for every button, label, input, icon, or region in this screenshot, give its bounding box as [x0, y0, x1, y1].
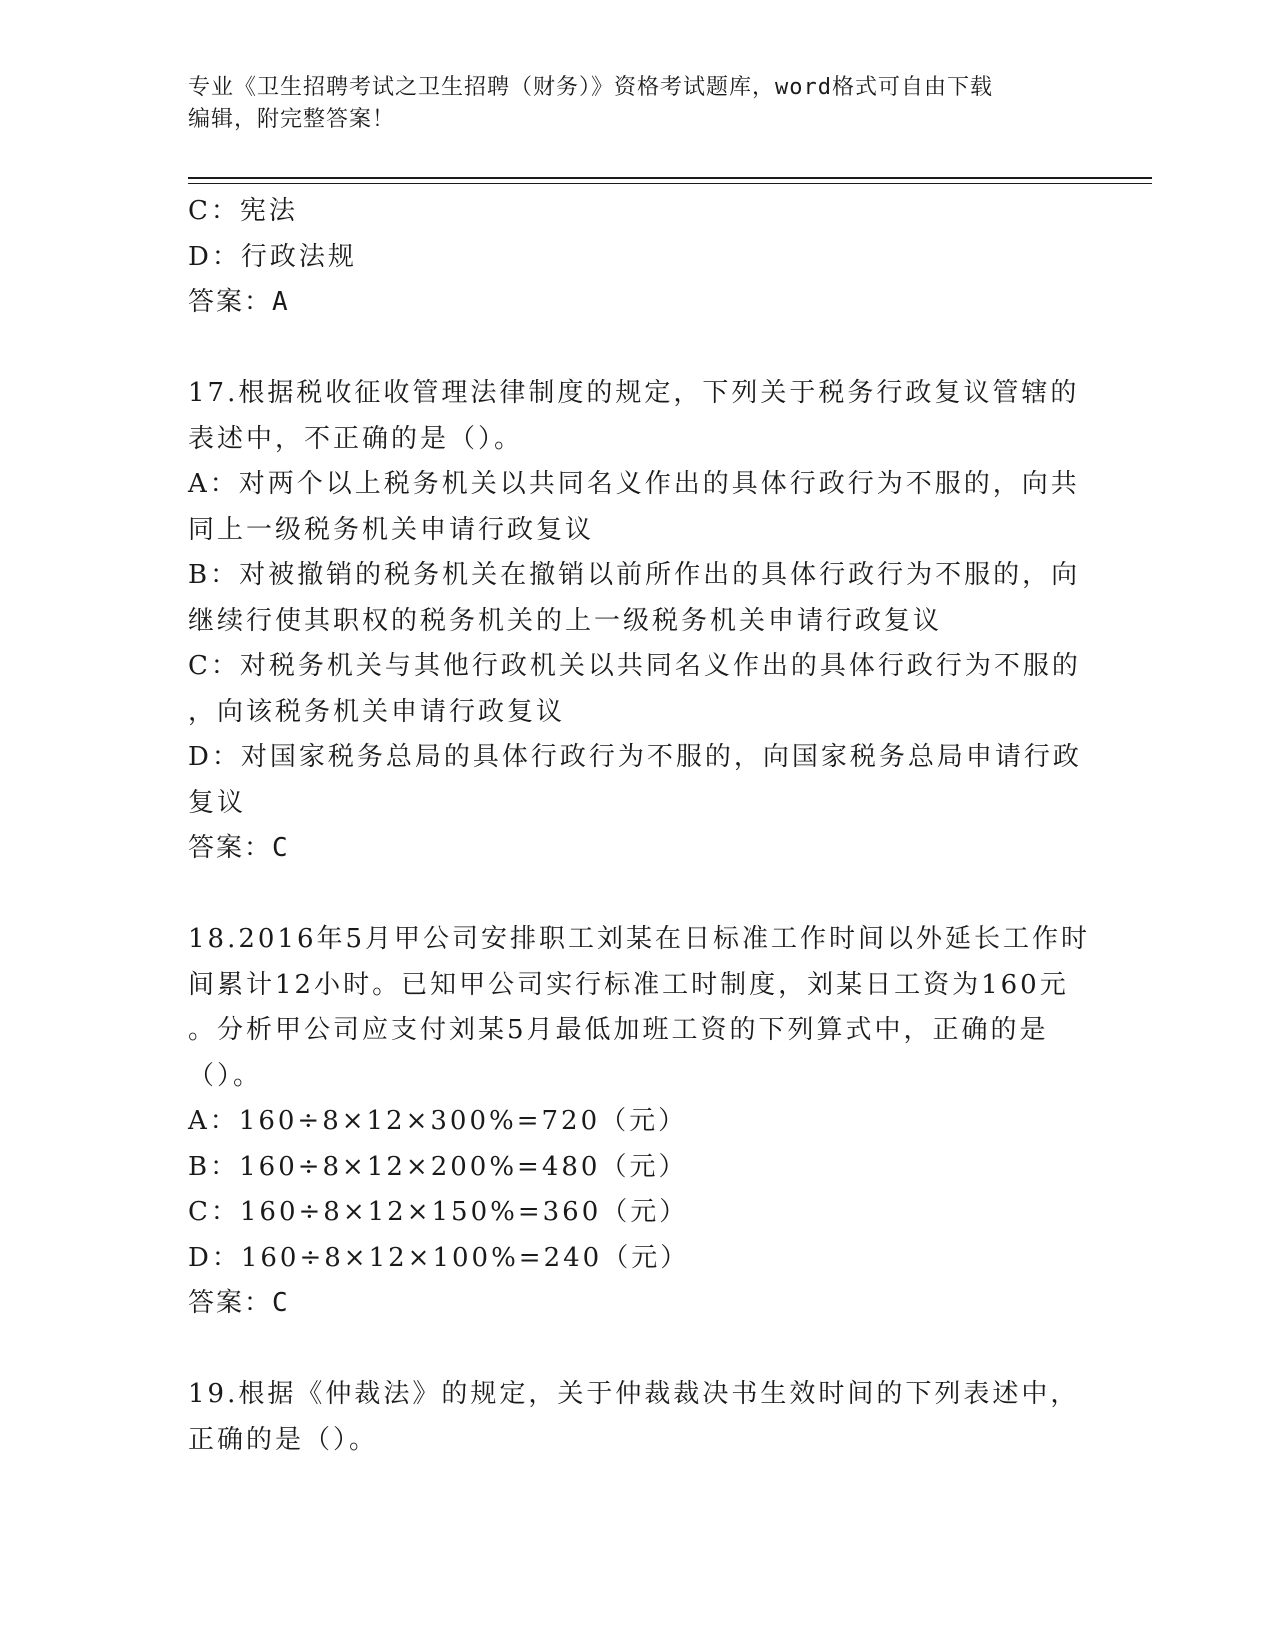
q17-option-a-line-1: A：对两个以上税务机关以共同名义作出的具体行政行为不服的，向共 — [188, 469, 1080, 499]
question-17 — [188, 371, 1088, 872]
q18-option-a: A：160÷8×12×300%=720（元） — [188, 1106, 688, 1136]
question-18 — [188, 917, 1091, 1327]
question-content — [188, 189, 1091, 1463]
q17-option-a-line-2: 同上一级税务机关申请行政复议 — [188, 514, 595, 545]
header-line-2: 编辑，附完整答案！ — [188, 107, 396, 132]
question-19 — [188, 1372, 1088, 1463]
q17-option-d-line-2: 复议 — [188, 787, 247, 818]
q18-stem-line-2: 间累计12小时。已知甲公司实行标准工时制度，刘某日工资为160元 — [188, 969, 1069, 1000]
q18-stem-line-3: 。分析甲公司应支付刘某5月最低加班工资的下列算式中，正确的是 — [188, 1015, 1049, 1045]
q19-stem-line-2: 正确的是（）。 — [188, 1424, 379, 1455]
q16-option-d: D：行政法规 — [188, 241, 357, 272]
header-divider-thin — [188, 183, 1152, 184]
q19-stem-line-1: 19.根据《仲裁法》的规定，关于仲裁裁决书生效时间的下列表述中， — [188, 1379, 1080, 1409]
q18-option-d: D：160÷8×12×100%=240（元） — [188, 1242, 690, 1273]
q18-stem-line-1: 18.2016年5月甲公司安排职工刘某在日标准工作时间以外延长工作时 — [188, 924, 1091, 954]
q17-answer: 答案：C — [188, 833, 290, 863]
q18-option-b: B：160÷8×12×200%=480（元） — [188, 1151, 688, 1182]
q17-stem-line-2: 表述中，不正确的是（）。 — [188, 423, 524, 454]
document-header — [188, 72, 1088, 136]
q18-option-c: C：160÷8×12×150%=360（元） — [188, 1197, 689, 1227]
q17-option-c-line-2: ，向该税务机关申请行政复议 — [188, 696, 566, 727]
q18-answer: 答案：C — [188, 1288, 290, 1318]
q17-option-c-line-1: C：对税务机关与其他行政机关以共同名义作出的具体行政行为不服的 — [188, 651, 1081, 681]
q18-stem-line-4: （）。 — [188, 1060, 263, 1091]
q17-option-b-line-2: 继续行使其职权的税务机关的上一级税务机关申请行政复议 — [188, 605, 943, 636]
q16-option-c: C：宪法 — [188, 196, 298, 226]
header-divider-thick — [188, 177, 1152, 179]
q17-option-b-line-1: B：对被撤销的税务机关在撤销以前所作出的具体行政行为不服的，向 — [188, 560, 1081, 590]
spacer — [188, 1327, 1088, 1373]
spacer — [188, 872, 1088, 918]
q17-option-d-line-1: D：对国家税务总局的具体行政行为不服的，向国家税务总局申请行政 — [188, 742, 1082, 772]
q17-stem-line-1: 17.根据税收征收管理法律制度的规定，下列关于税务行政复议管辖的 — [188, 378, 1080, 408]
spacer — [188, 326, 1088, 372]
q16-answer: 答案：A — [188, 287, 290, 317]
question-16-tail — [188, 189, 1088, 326]
header-line-1: 专业《卫生招聘考试之卫生招聘（财务）》资格考试题库，word格式可自由下载 — [188, 75, 993, 100]
